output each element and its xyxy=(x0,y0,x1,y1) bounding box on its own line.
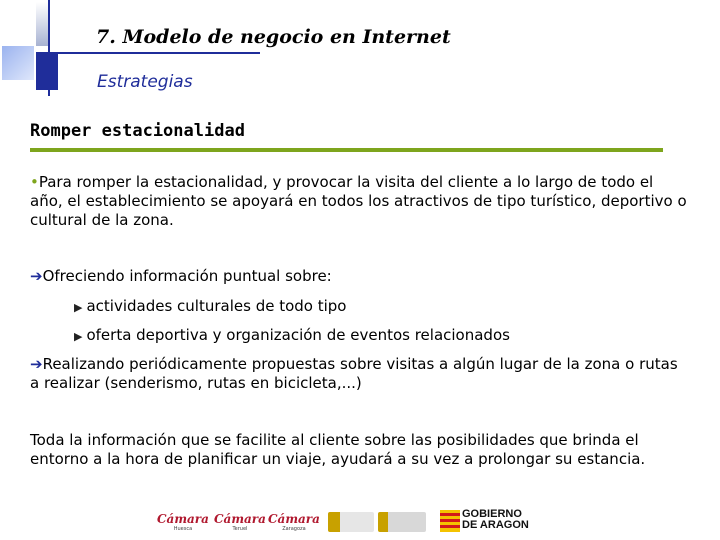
footer-logos xyxy=(0,506,720,540)
decor-square-left xyxy=(2,46,34,80)
arrow-right-icon: ➔ xyxy=(30,267,43,285)
slide-subtitle: Estrategias xyxy=(97,72,193,92)
secretaria-logo xyxy=(378,512,426,532)
logo-camara-huesca: Cámara Huesca xyxy=(157,512,209,532)
list-item xyxy=(74,326,510,346)
decor-square-top xyxy=(36,2,48,46)
decor-horizontal-line xyxy=(36,52,260,54)
point-two xyxy=(30,355,690,393)
bullet-icon: • xyxy=(30,173,39,191)
slide-title: 7. Modelo de negocio en Internet xyxy=(96,26,451,48)
logo-camara-teruel: Cámara Teruel xyxy=(214,512,266,532)
arrow-right-icon: ➔ xyxy=(30,355,43,373)
point-two-text: Realizando periódicamente propuestas sobre visitas a algún lugar de la zona o rutas a realizar (senderismo, rutas en bicicleta,...) xyxy=(30,355,678,392)
logo-camara-zaragoza: Cámara Zaragoza xyxy=(268,512,320,532)
ministry-logo xyxy=(328,512,374,532)
triangle-right-icon: ▶ xyxy=(74,301,83,314)
decor-square-blue xyxy=(36,54,58,90)
point-one xyxy=(30,267,690,286)
section-heading: Romper estacionalidad xyxy=(30,121,245,141)
intro-paragraph xyxy=(30,173,690,230)
decor-vertical-line xyxy=(48,0,50,96)
sub-item-text: actividades culturales de todo tipo xyxy=(86,297,347,315)
intro-text: Para romper la estacionalidad, y provocar la visita del cliente a lo largo de todo el año, el establecimiento se apoyará en todos los atractivos de tipo turístico, deportivo o cultural de la zona. xyxy=(30,173,687,229)
point-one-text: Ofreciendo información puntual sobre: xyxy=(42,267,332,285)
aragon-flag-icon xyxy=(440,510,460,532)
triangle-right-icon: ▶ xyxy=(74,330,83,343)
gobierno-aragon-logo: GOBIERNO DE ARAGON xyxy=(462,508,529,531)
section-rule xyxy=(30,148,663,152)
closing-paragraph: Toda la información que se facilite al cliente sobre las posibilidades que brinda el entorno a la hora de planificar un viaje, ayudará a su vez a prolongar su estancia. xyxy=(30,431,646,468)
list-item xyxy=(74,297,347,317)
sub-item-text: oferta deportiva y organización de eventos relacionados xyxy=(86,326,510,344)
